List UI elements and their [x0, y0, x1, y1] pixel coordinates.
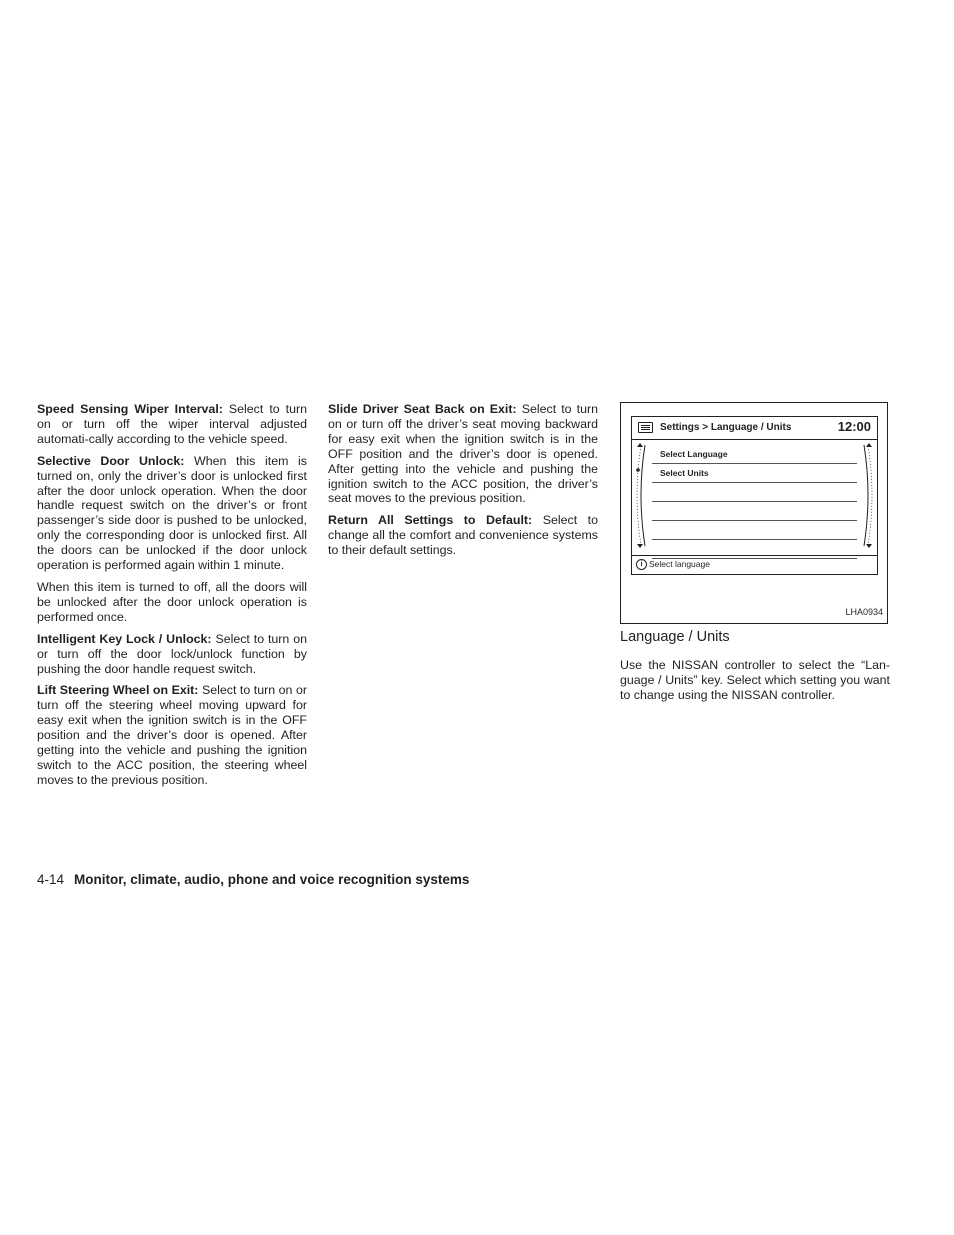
term-heading: Selective Door Unlock:: [37, 453, 185, 468]
settings-list: [652, 445, 857, 559]
list-item-select-language[interactable]: Select Language: [652, 445, 857, 464]
term-description: Select to change all the comfort and convenience systems to their default settings.: [328, 513, 599, 558]
term-description: Select to turn on or turn off the wiper interval adjusted automati-cally according to the vehicle speed.: [37, 402, 308, 446]
section-heading: Language / Units: [620, 629, 730, 645]
term-heading: Lift Steering Wheel on Exit:: [37, 683, 199, 698]
screen-header: [632, 417, 877, 440]
paragraph-slide-driver-seat: [328, 402, 598, 506]
term-heading: Slide Driver Seat Back on Exit:: [328, 402, 517, 416]
list-item-empty: [652, 521, 857, 540]
screen-footer: [632, 555, 877, 574]
term-heading: Intelligent Key Lock / Unlock:: [37, 631, 212, 646]
paragraph-language-units: Use the NISSAN controller to select the “Lan-guage / Units” key. Select which setting you want to change using the NISSAN controller.: [620, 658, 890, 702]
list-item-empty: [652, 502, 857, 521]
right-column: [620, 402, 890, 710]
left-scroll-rail-icon: [634, 443, 648, 548]
figure-code: LHA0934: [845, 607, 883, 618]
page-number: 4-14: [37, 872, 65, 887]
left-column: [37, 402, 307, 795]
menu-icon: [638, 422, 653, 433]
page-footer: [37, 871, 469, 888]
screen-hint: Select language: [649, 559, 710, 569]
paragraph-lift-steering-wheel: [37, 683, 307, 787]
list-item-select-units[interactable]: Select Units: [652, 464, 857, 483]
list-item-empty: [652, 483, 857, 502]
right-scroll-rail-icon: [861, 443, 875, 548]
info-icon: i: [636, 559, 647, 570]
paragraph-door-unlock-off: When this item is turned to off, all the doors will be unlocked after the door unlock operation is performed once.: [37, 579, 307, 624]
paragraph-selective-door-unlock: [37, 454, 307, 573]
term-description: When this item is turned on, only the driver’s door is unlocked first after the door unlock operation. When the door handle request switch on the driver’s or front passenger’s side door is pushed to be unlocked, only the corresponding door is unlocked first. All the doors can be unlocked if the door unlock operation is performed again within 1 minute.: [37, 453, 307, 573]
term-heading: Return All Settings to Default:: [328, 513, 533, 528]
clock: 12:00: [837, 419, 871, 434]
paragraph-speed-sensing-wiper: [37, 402, 307, 447]
display-screen: [631, 416, 878, 575]
middle-column: [328, 402, 598, 565]
screen-illustration: [620, 402, 888, 624]
term-description: Select to turn on or turn off the driver’s seat moving backward for easy exit when the ignition switch is in the OFF position and the driver’s door is opened. After getting into the vehicle and pushing the ignition switch to the ACC position, the driver’s seat moves to the previous position.: [328, 402, 598, 506]
term-description: Select to turn on or turn off the door lock/unlock function by pushing the door handle request switch.: [37, 631, 307, 676]
term-heading: Speed Sensing Wiper Interval:: [37, 402, 223, 416]
screen-title: Settings > Language / Units: [660, 422, 792, 433]
paragraph-intelligent-key: [37, 632, 307, 677]
paragraph-return-defaults: [328, 513, 598, 558]
term-description: Select to turn on or turn off the steering wheel moving upward for easy exit when the ignition switch is in the OFF position and the driver’s door is opened. After getting into the vehicle and pushing the ignition switch to the ACC position, the steering wheel moves to the previous position.: [37, 683, 307, 787]
chapter-title: Monitor, climate, audio, phone and voice recognition systems: [74, 872, 470, 887]
